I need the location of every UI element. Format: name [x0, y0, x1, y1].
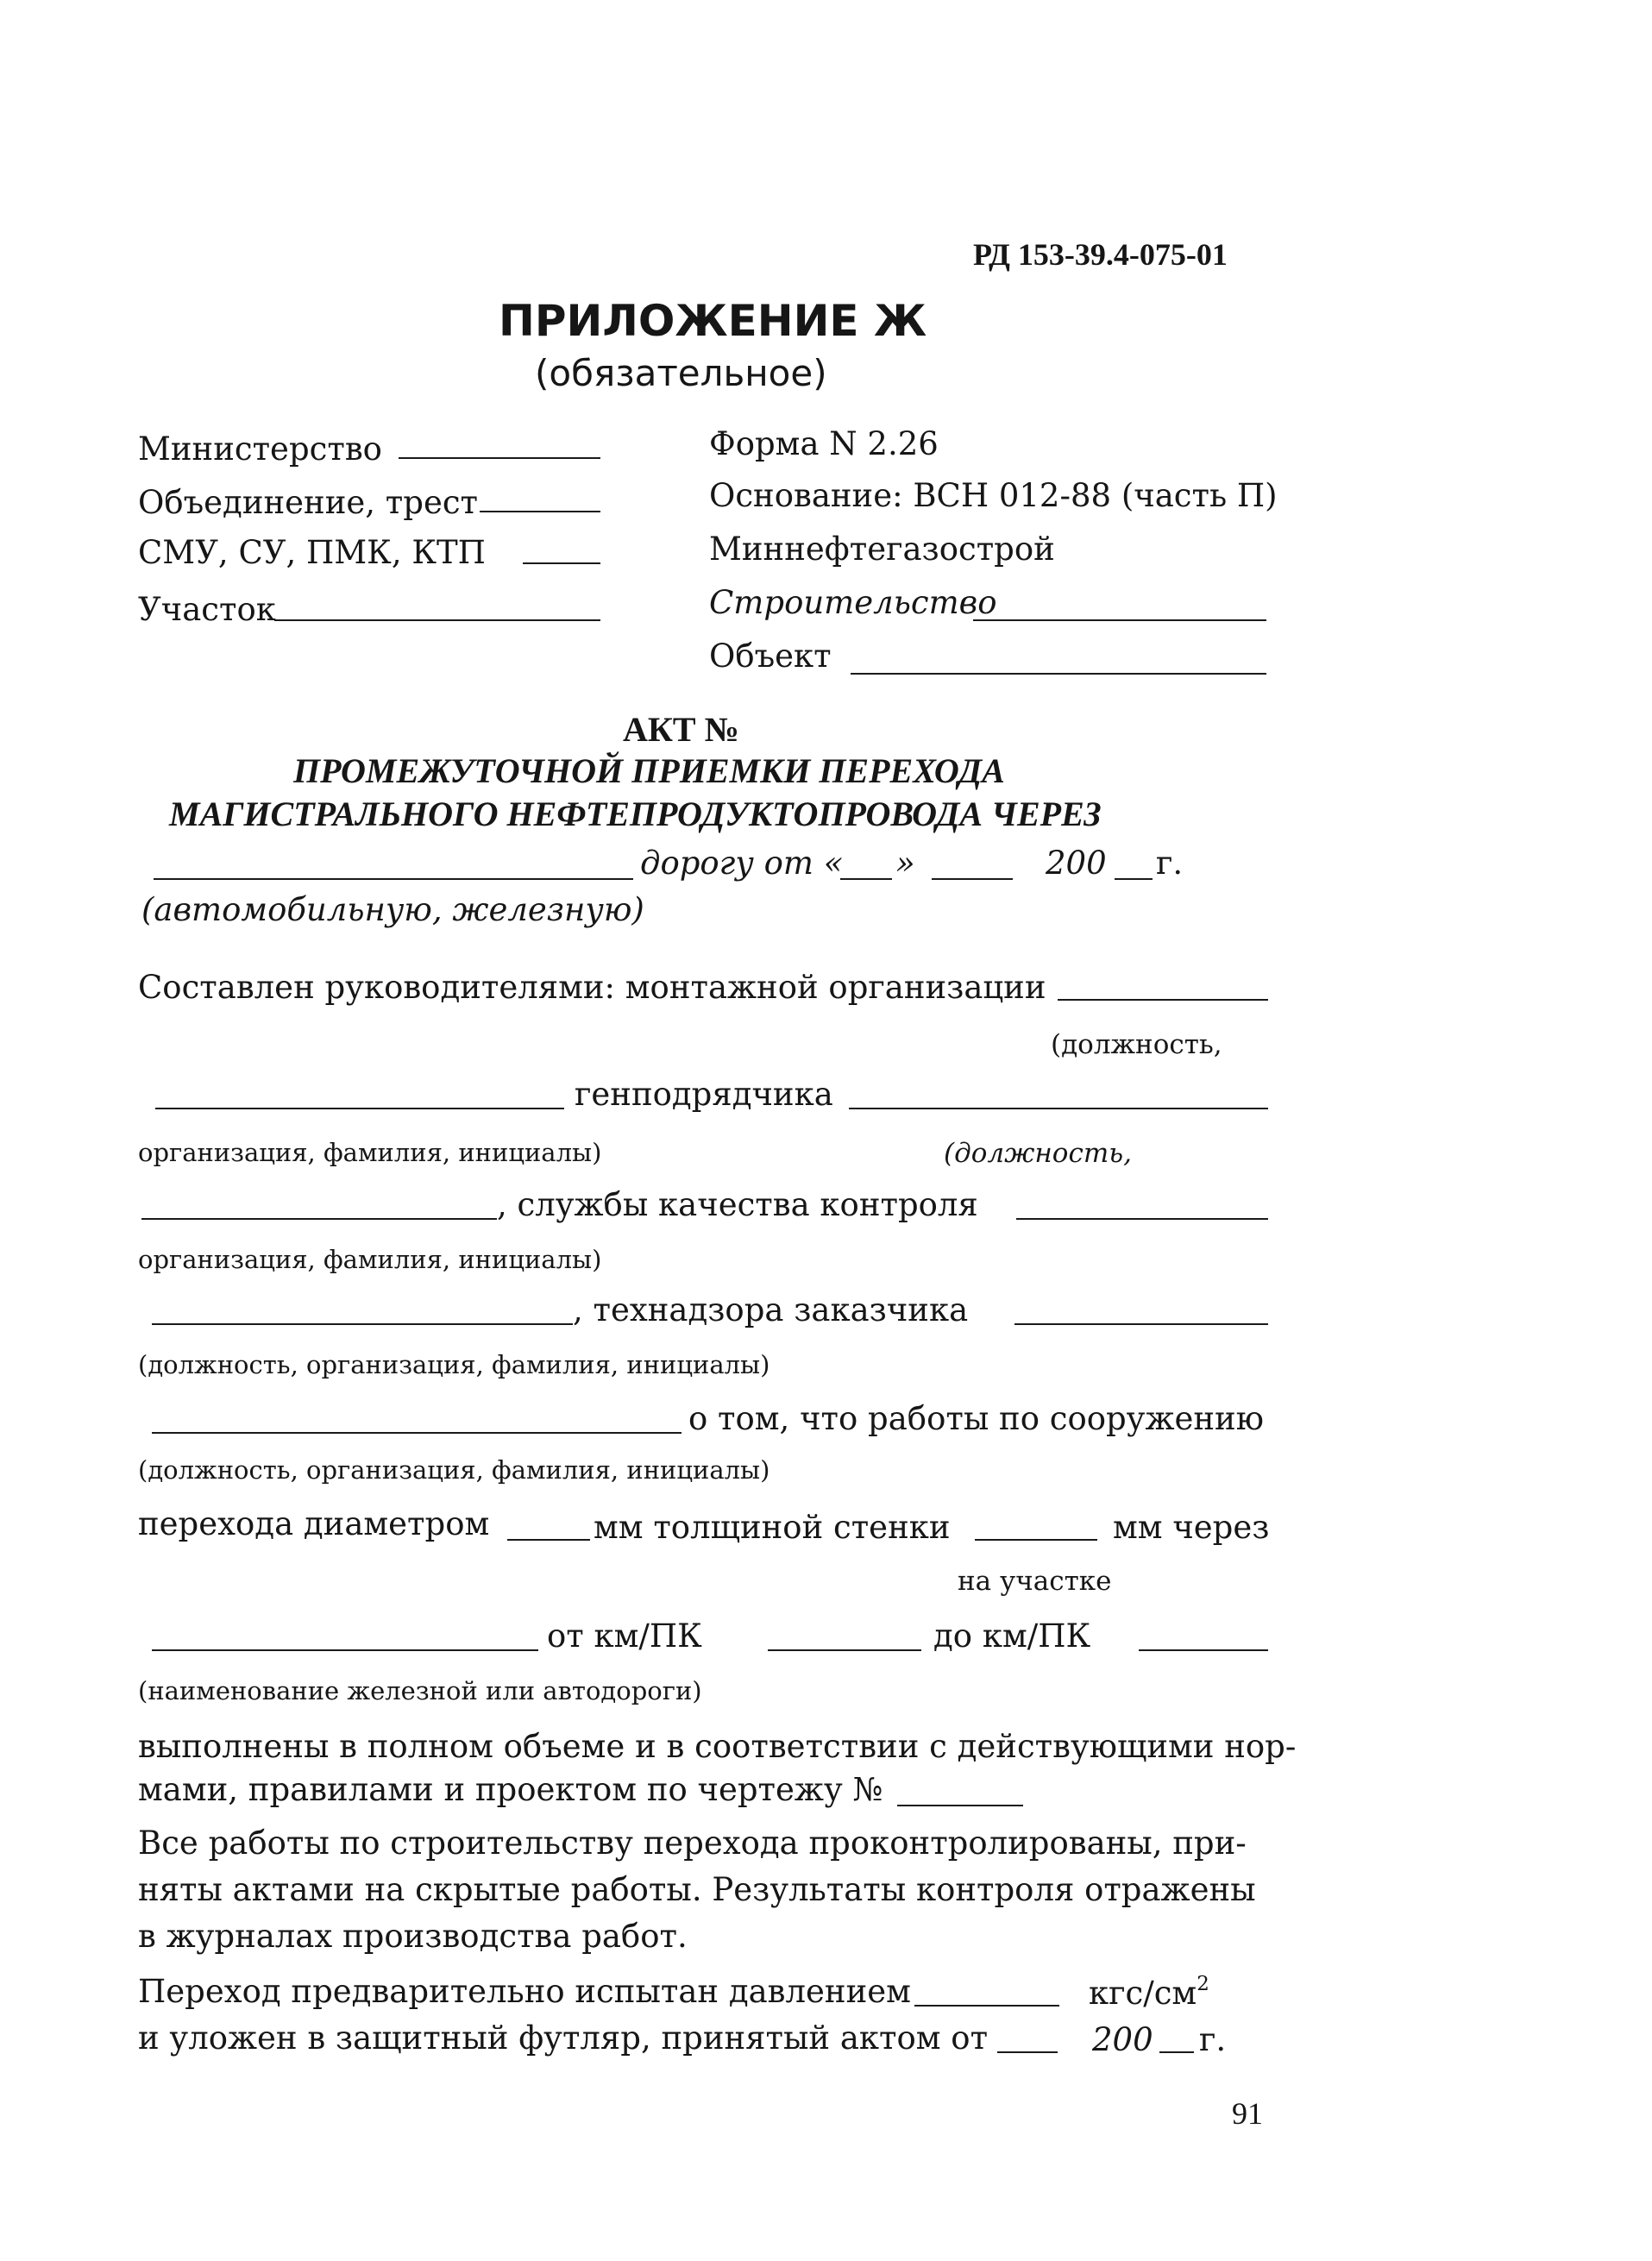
association-field [480, 511, 600, 512]
installer-org-field [155, 1108, 564, 1109]
association-label: Объединение, трест [138, 484, 479, 521]
year-field [1115, 878, 1153, 880]
tech-supervision-position-field [1014, 1323, 1268, 1325]
org-hint-1: организация, фамилия, инициалы) [138, 1138, 602, 1167]
quote-close: » [895, 845, 915, 882]
to-km-label: до км/ПК [933, 1617, 1091, 1655]
day-field [840, 878, 892, 880]
quality-service-label: , службы качества контроля [497, 1186, 978, 1223]
mm-wall-label: мм толщиной стенки [594, 1509, 951, 1546]
position-hint-2: (должность, [944, 1138, 1132, 1169]
pressure-unit [1089, 1972, 1209, 2012]
full-hint-2: (должность, организация, фамилия, инициалы) [138, 1455, 770, 1485]
casing-text: и уложен в защитный футляр, принятый актом от [138, 2019, 989, 2057]
road-type-hint: (автомобильную, железную) [141, 891, 644, 928]
pressure-field [914, 2005, 1059, 2007]
section-label: Участок [138, 591, 276, 628]
road-type-field [154, 878, 633, 880]
road-date-label: дорогу от « [640, 845, 844, 882]
construction-label: Строительство [709, 584, 997, 621]
casing-year-suffix: г. [1199, 2021, 1227, 2058]
object-field [851, 673, 1266, 675]
ministry-field [399, 457, 600, 459]
month-field [932, 878, 1013, 880]
road-name-hint: (наименование железной или автодороги) [138, 1676, 702, 1705]
controlled-text-line3: в журналах производства работ. [138, 1918, 688, 1955]
tested-text: Переход предварительно испытан давлением [138, 1973, 911, 2010]
mm-through-label: мм через [1113, 1509, 1270, 1546]
form-number: Форма N 2.26 [709, 425, 939, 462]
casing-year-field [1159, 2051, 1194, 2053]
org-hint-2: организация, фамилия, инициалы) [138, 1245, 602, 1274]
act-number-label: АКТ № [623, 710, 739, 749]
units-field [523, 562, 600, 564]
quality-service-org-field [152, 1323, 573, 1325]
compiled-by-label: Составлен руководителями: монтажной организации [138, 969, 1046, 1006]
controlled-text-line1: Все работы по строительству перехода проконтролированы, при- [138, 1825, 1247, 1862]
from-km-field [768, 1649, 921, 1651]
ministry-name: Миннефтегазострой [709, 531, 1055, 568]
controlled-text-line2: няты актами на скрытые работы. Результаты контроля отражены [138, 1871, 1256, 1908]
full-hint-1: (должность, организация, фамилия, инициалы) [138, 1350, 770, 1379]
diameter-field [507, 1539, 590, 1541]
document-code: РД 153-39.4-075-01 [973, 237, 1228, 272]
construction-field [973, 619, 1266, 621]
completed-text-line2: мами, правилами и проектом по чертежу № [138, 1771, 883, 1808]
section-field [274, 619, 600, 621]
object-label: Объект [709, 637, 832, 675]
ministry-label: Министерство [138, 430, 382, 468]
from-km-label: от км/ПК [547, 1617, 702, 1655]
form-basis: Основание: ВСН 012-88 (часть П) [709, 477, 1278, 514]
page-number: 91 [1232, 2096, 1263, 2131]
appendix-title: ПРИЛОЖЕНИЕ Ж [499, 296, 927, 346]
about-work-text: о том, что работы по сооружению [688, 1400, 1264, 1437]
completed-text-line1: выполнены в полном объеме и в соответствии с действующими нор- [138, 1728, 1297, 1765]
drawing-number-field [897, 1805, 1023, 1806]
position-hint-1: (должность, [1051, 1029, 1222, 1060]
act-title-line1: ПРОМЕЖУТОЧНОЙ ПРИЕМКИ ПЕРЕХОДА [293, 751, 1005, 790]
tech-supervision-org-field [152, 1432, 682, 1434]
general-contractor-org-field [141, 1218, 497, 1220]
year-suffix: г. [1156, 845, 1184, 882]
act-title-line2: МАГИСТРАЛЬНОГО НЕФТЕПРОДУКТОПРОВОДА ЧЕРЕЗ [169, 794, 1102, 833]
on-section-label: на участке [958, 1566, 1112, 1597]
tech-supervision-label: , технадзора заказчика [573, 1291, 969, 1328]
casing-year-prefix: 200 [1092, 2021, 1153, 2058]
wall-thickness-field [975, 1539, 1097, 1541]
pressure-unit-text: кгс/см [1089, 1975, 1197, 2012]
road-name-field [152, 1649, 538, 1651]
pressure-unit-sup: 2 [1197, 1972, 1209, 1995]
casing-date-field [997, 2051, 1058, 2053]
quality-service-position-field [1016, 1218, 1268, 1220]
units-label: СМУ, СУ, ПМК, КТП [138, 534, 486, 571]
appendix-subtitle: (обязательное) [535, 352, 827, 394]
crossing-diameter-label: перехода диаметром [138, 1505, 490, 1542]
year-prefix: 200 [1046, 845, 1107, 882]
general-contractor-label: генподрядчика [575, 1076, 833, 1113]
general-contractor-position-field [849, 1108, 1268, 1109]
installer-position-field [1058, 999, 1268, 1001]
to-km-field [1139, 1649, 1268, 1651]
